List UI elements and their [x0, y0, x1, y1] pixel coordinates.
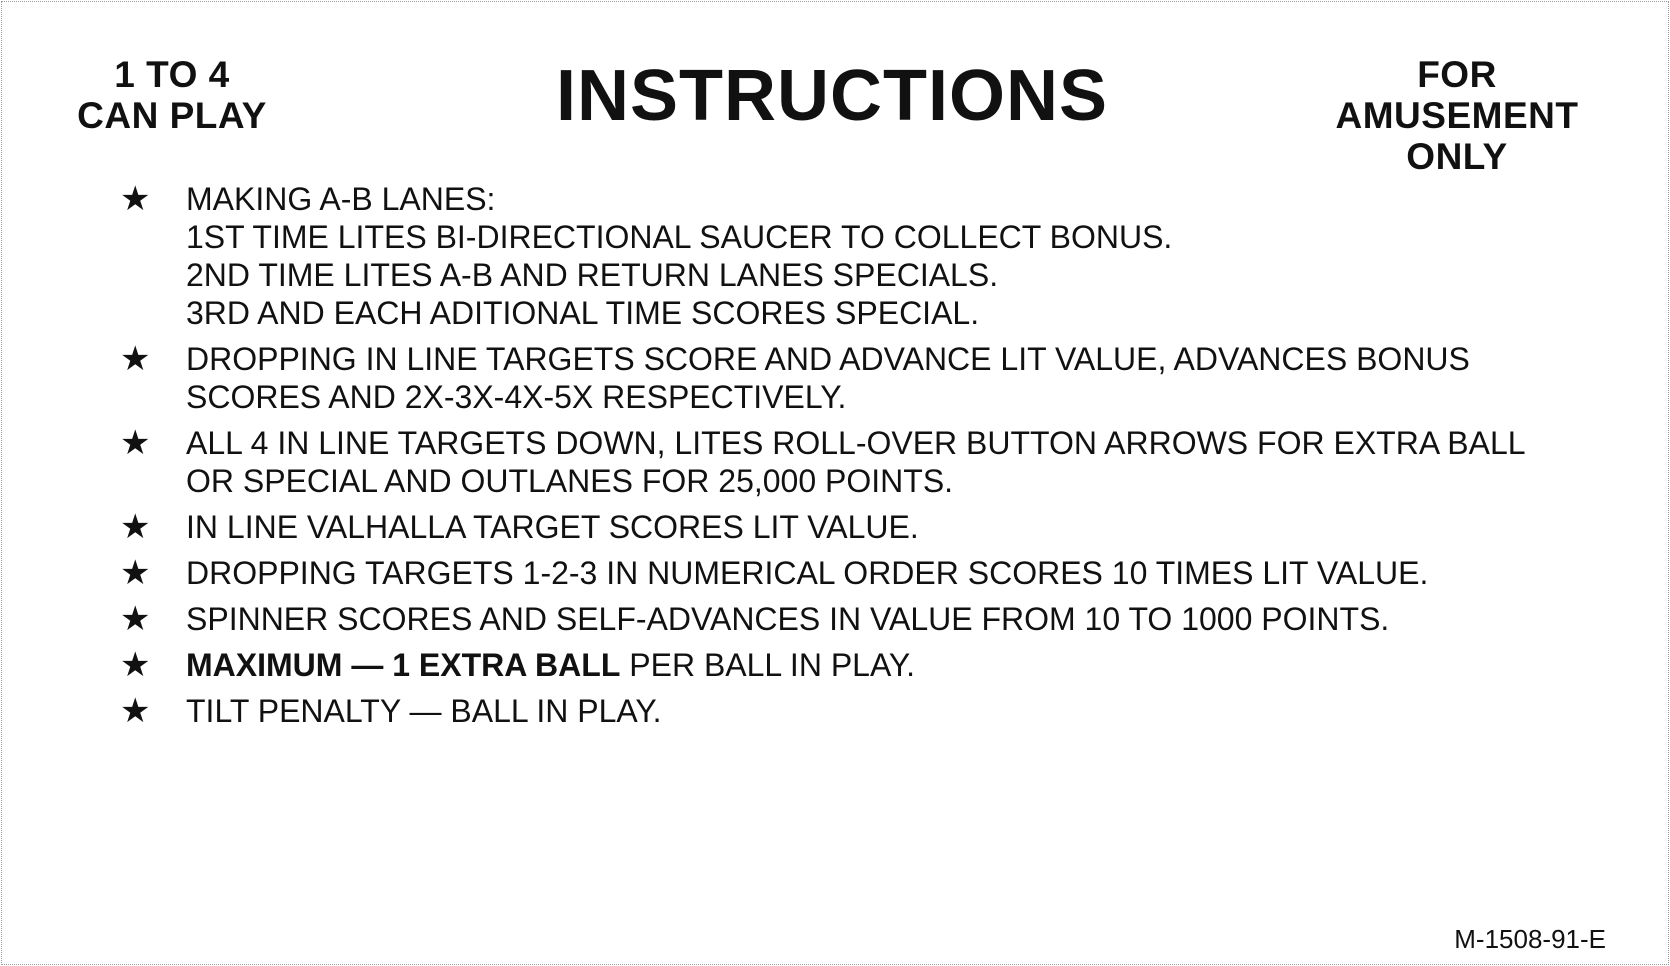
instruction-item-all-targets-down	[120, 424, 1600, 500]
star-icon: ★	[120, 599, 151, 639]
instruction-line: SCORES AND 2X-3X-4X-5X RESPECTIVELY.	[186, 379, 847, 415]
instruction-line: DROPPING IN LINE TARGETS SCORE AND ADVANCE LIT VALUE, ADVANCES BONUS	[186, 341, 1470, 377]
players-label	[62, 54, 282, 136]
amusement-label-line: ONLY	[1406, 136, 1508, 177]
instruction-item-tilt-penalty	[120, 692, 1600, 730]
star-icon: ★	[120, 645, 151, 685]
amusement-label-line: FOR	[1417, 54, 1497, 95]
instruction-item-ab-lanes	[120, 180, 1600, 332]
instruction-item-spinner	[120, 600, 1600, 638]
star-icon: ★	[120, 339, 151, 379]
instruction-line: DROPPING TARGETS 1-2-3 IN NUMERICAL ORDER SCORES 10 TIMES LIT VALUE.	[186, 555, 1429, 591]
instruction-list	[120, 180, 1600, 738]
instruction-line: TILT PENALTY — BALL IN PLAY.	[186, 693, 662, 729]
instruction-line: MAKING A-B LANES:	[186, 181, 496, 217]
instruction-line: SPINNER SCORES AND SELF-ADVANCES IN VALUE FROM 10 TO 1000 POINTS.	[186, 601, 1390, 637]
instruction-item-valhalla-target	[120, 508, 1600, 546]
instruction-item-in-line-targets	[120, 340, 1600, 416]
instruction-card	[1, 1, 1669, 965]
star-icon: ★	[120, 553, 151, 593]
star-icon: ★	[120, 691, 151, 731]
instruction-line	[186, 646, 1600, 684]
star-icon: ★	[120, 507, 151, 547]
players-label-line: 1 TO 4	[114, 54, 230, 95]
star-icon: ★	[120, 423, 151, 463]
instruction-line: 3RD AND EACH ADITIONAL TIME SCORES SPECIAL.	[186, 295, 980, 331]
part-number: M-1508-91-E	[1454, 924, 1606, 954]
instruction-line: 1ST TIME LITES BI-DIRECTIONAL SAUCER TO COLLECT BONUS.	[186, 219, 1173, 255]
instruction-line: 2ND TIME LITES A-B AND RETURN LANES SPECIALS.	[186, 257, 999, 293]
instruction-bold-text: MAXIMUM — 1 EXTRA BALL	[186, 647, 621, 683]
instruction-line: OR SPECIAL AND OUTLANES FOR 25,000 POINTS.	[186, 463, 954, 499]
instruction-text: PER BALL IN PLAY.	[620, 647, 916, 683]
page-title: INSTRUCTIONS	[556, 56, 1108, 136]
star-icon: ★	[120, 179, 151, 219]
instruction-item-numerical-order	[120, 554, 1600, 592]
players-label-line: CAN PLAY	[77, 95, 267, 136]
amusement-label	[1302, 54, 1612, 177]
instruction-line: IN LINE VALHALLA TARGET SCORES LIT VALUE.	[186, 509, 919, 545]
instruction-item-maximum-extra-ball	[120, 646, 1600, 684]
instruction-line: ALL 4 IN LINE TARGETS DOWN, LITES ROLL-OVER BUTTON ARROWS FOR EXTRA BALL	[186, 425, 1526, 461]
amusement-label-line: AMUSEMENT	[1335, 95, 1579, 136]
